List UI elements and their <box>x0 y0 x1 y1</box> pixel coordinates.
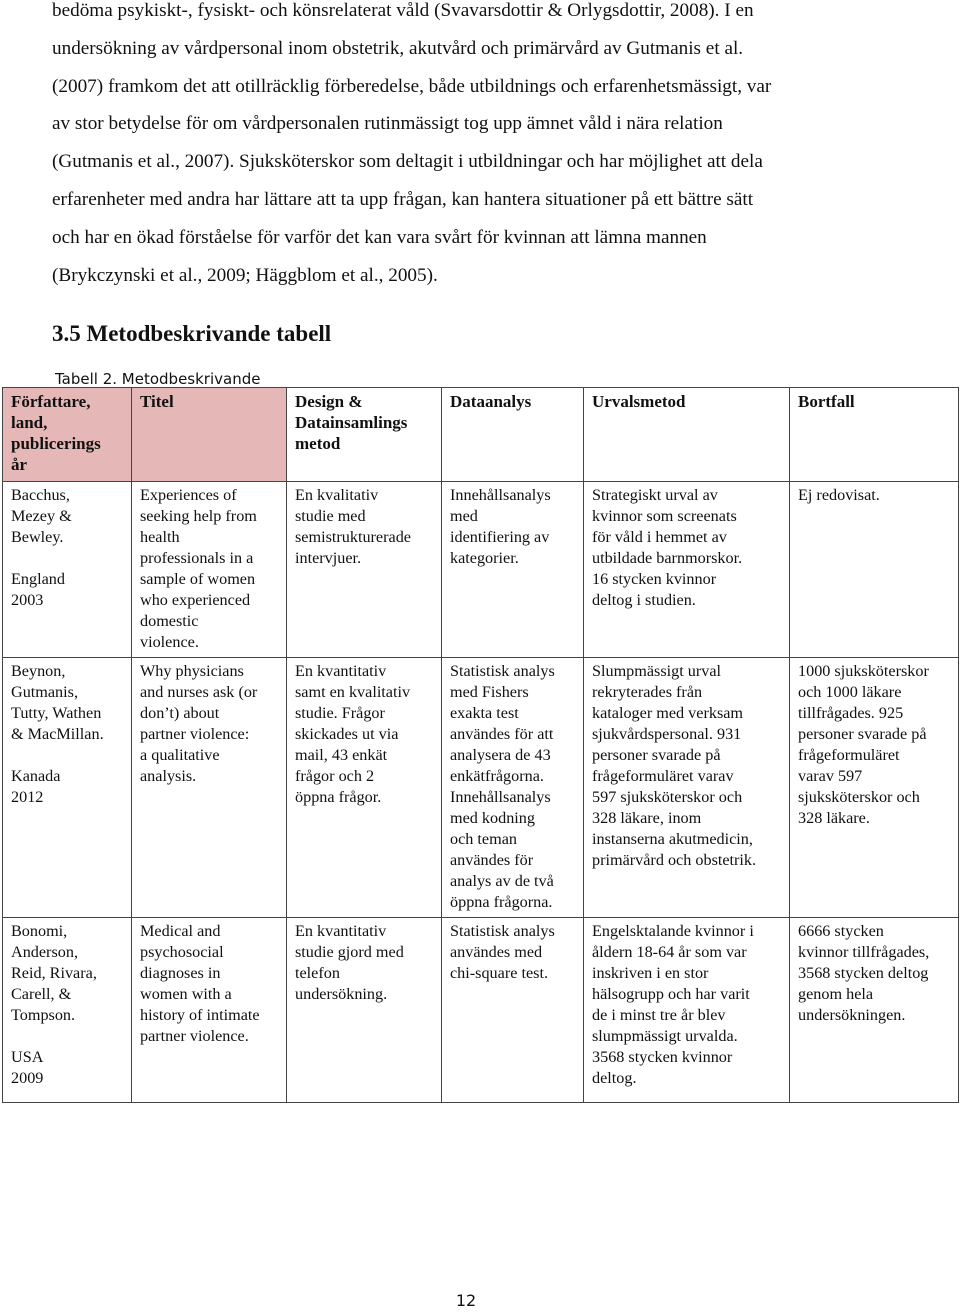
cell-title: Medical and psychosocial diagnoses in women with a history of intimate partner violence. <box>132 918 287 1103</box>
header-title: Titel <box>132 388 287 482</box>
cell-year: 2012 <box>11 788 44 806</box>
cell-title: Experiences of seeking help from health professionals in a sample of women who experienced domestic violence. <box>132 482 287 658</box>
cell-analysis: Statistisk analys med Fishers exakta test användes för att analysera de 43 enkätfrågorna. Innehållsanalys med kodning och teman användes för analys av de två öppna frågorna. <box>442 658 584 918</box>
table-row <box>3 658 959 918</box>
paragraph-line: och har en ökad förståelse för varför det kan vara svårt för kvinnan att lämna mannen <box>52 226 707 248</box>
paragraph-line: undersökning av vårdpersonal inom obstetrik, akutvård och primärvård av Gutmanis et al. <box>52 37 744 59</box>
header-analysis: Dataanalys <box>442 388 584 482</box>
cell-design: En kvalitativ studie med semistrukturerade intervjuer. <box>287 482 442 658</box>
cell-country: Kanada <box>11 767 61 785</box>
method-table <box>2 387 959 1103</box>
table-header-row <box>3 388 959 482</box>
cell-author: Bacchus, Mezey & Bewley. England 2003 <box>3 482 132 658</box>
cell-year: 2003 <box>11 591 44 609</box>
cell-country: USA <box>11 1048 44 1066</box>
paragraph-line: erfarenheter med andra har lättare att ta upp frågan, kan hantera situationer på ett bättre sätt <box>52 188 754 210</box>
body-paragraph <box>52 0 912 294</box>
cell-author: Beynon, Gutmanis, Tutty, Wathen & MacMillan. Kanada 2012 <box>3 658 132 918</box>
cell-design: En kvantitativ studie gjord med telefon undersökning. <box>287 918 442 1103</box>
paragraph-line: av stor betydelse för om vårdpersonalen rutinmässigt tog upp ämnet våld i nära relation <box>52 113 723 135</box>
header-sampling: Urvalsmetod <box>584 388 790 482</box>
table-row <box>3 482 959 658</box>
cell-sampling: Engelsktalande kvinnor i åldern 18-64 år som var inskriven i en stor hälsogrupp och har varit de i minst tre år blev slumpmässigt urvalda. 3568 stycken kvinnor deltog. <box>584 918 790 1103</box>
cell-sampling: Slumpmässigt urval rekryterades från kataloger med verksam sjukvårdspersonal. 931 personer svarade på frågeformuläret varav 597 sjuksköterskor och 328 läkare, inom instanserna akutmedicin, primärvård och obstetrik. <box>584 658 790 918</box>
cell-design: En kvantitativ samt en kvalitativ studie. Frågor skickades ut via mail, 43 enkät frågor och 2 öppna frågor. <box>287 658 442 918</box>
cell-country: England <box>11 570 65 588</box>
table-row <box>3 918 959 1103</box>
cell-author: Bonomi, Anderson, Reid, Rivara, Carell, & Tompson. USA 2009 <box>3 918 132 1103</box>
paragraph-line: bedöma psykiskt-, fysiskt- och könsrelaterat våld (Svavarsdottir & Orlygsdottir, 2008). I en <box>52 0 754 21</box>
header-author: Författare, land, publicerings år <box>3 388 132 482</box>
paragraph-line: (2007) framkom det att otillräcklig förberedelse, både utbildnings och erfarenhetsmässigt, var <box>52 75 772 97</box>
header-dropout: Bortfall <box>790 388 959 482</box>
cell-dropout: Ej redovisat. <box>790 482 959 658</box>
cell-dropout: 1000 sjuksköterskor och 1000 läkare tillfrågades. 925 personer svarade på frågeformuläret varav 597 sjuksköterskor och 328 läkare. <box>790 658 959 918</box>
table-caption: Tabell 2. Metodbeskrivande <box>55 370 261 388</box>
page-number: 12 <box>455 1291 477 1310</box>
paragraph-line: (Gutmanis et al., 2007). Sjuksköterskor som deltagit i utbildningar och har möjlighet att dela <box>52 151 763 173</box>
cell-year: 2009 <box>11 1069 44 1087</box>
cell-sampling: Strategiskt urval av kvinnor som screenats för våld i hemmet av utbildade barnmorskor. 16 stycken kvinnor deltog i studien. <box>584 482 790 658</box>
cell-analysis: Statistisk analys användes med chi-square test. <box>442 918 584 1103</box>
cell-dropout: 6666 stycken kvinnor tillfrågades, 3568 stycken deltog genom hela undersökningen. <box>790 918 959 1103</box>
section-heading: 3.5 Metodbeskrivande tabell <box>52 321 332 346</box>
cell-title: Why physicians and nurses ask (or don’t) about partner violence: a qualitative analysis. <box>132 658 287 918</box>
paragraph-line: (Brykczynski et al., 2009; Häggblom et al., 2005). <box>52 264 438 286</box>
cell-analysis: Innehållsanalys med identifiering av kategorier. <box>442 482 584 658</box>
header-design: Design & Datainsamlings metod <box>287 388 442 482</box>
